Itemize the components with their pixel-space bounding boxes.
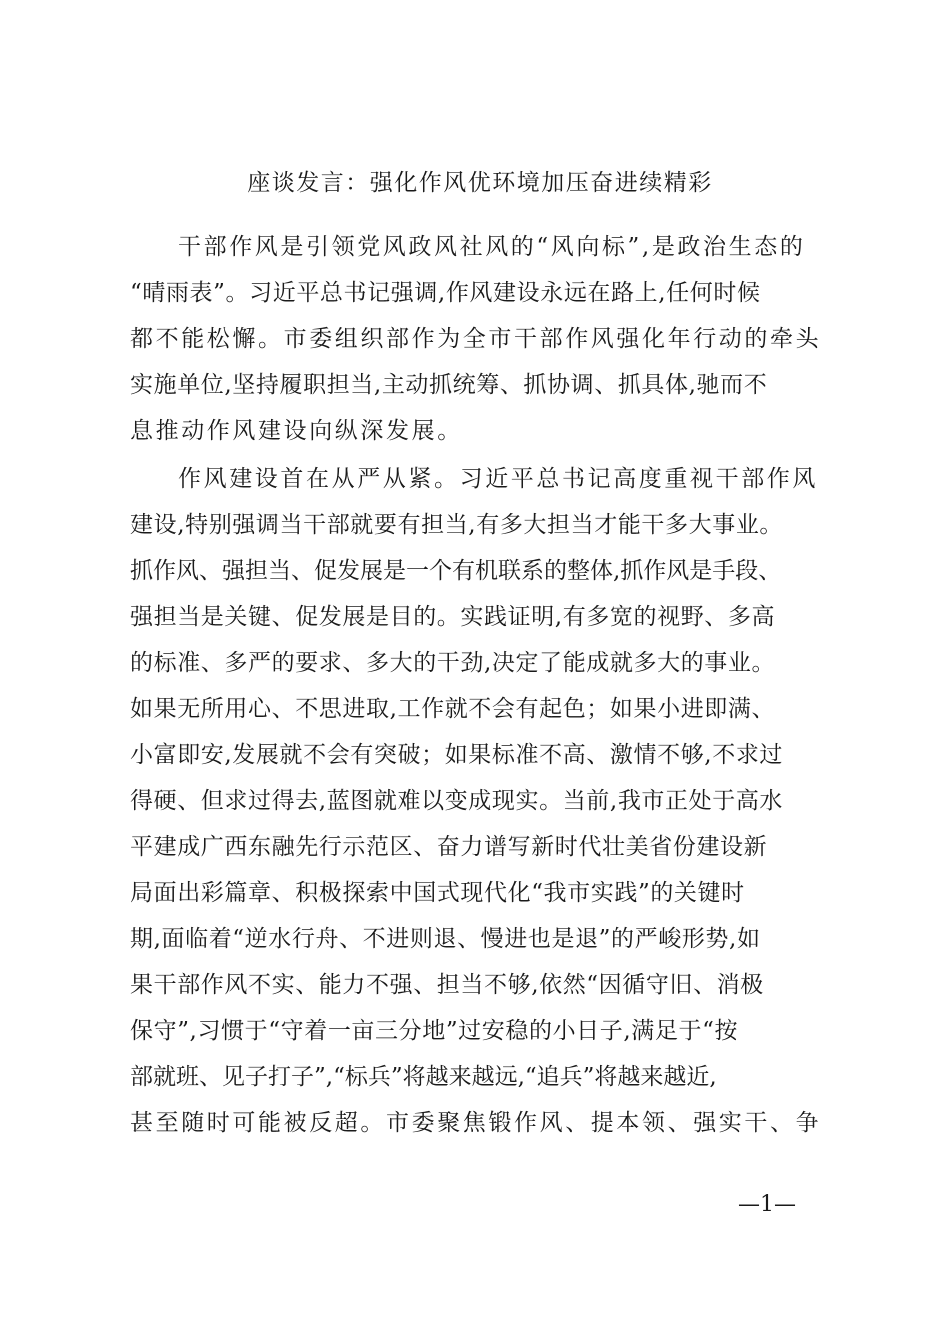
text-line: 部就班、见子打子”,“标兵”将越来越远,“追兵”将越来越近,	[130, 1064, 717, 1090]
text-line: 平建成广西东融先行示范区、奋力谱写新时代壮美省份建设新	[130, 834, 768, 860]
text-line: 作风建设首在从严从紧。习近平总书记高度重视干部作风	[178, 466, 818, 492]
text-line: 小富即安,发展就不会有突破；如果标准不高、激情不够,不求过	[130, 742, 784, 768]
document-title: 座谈发言：强化作风优环境加压奋进续精彩	[247, 170, 713, 196]
text-line: 如果无所用心、不思进取,工作就不会有起色；如果小进即满、	[130, 696, 776, 722]
paragraph-1	[130, 224, 830, 454]
page-number: —1—	[738, 1192, 796, 1217]
text-line: 抓作风、强担当、促发展是一个有机联系的整体,抓作风是手段、	[130, 558, 782, 584]
text-line: 得硬、但求过得去,蓝图就难以变成现实。当前,我市正处于高水	[130, 788, 784, 814]
text-line: 期,面临着“逆水行舟、不进则退、慢进也是退”的严峻形势,如	[130, 926, 761, 952]
text-line: 局面出彩篇章、积极探索中国式现代化“我市实践”的关键时	[130, 880, 745, 906]
text-line: 甚至随时可能被反超。市委聚焦锻作风、提本领、强实干、争	[130, 1110, 822, 1136]
text-line: 干部作风是引领党风政风社风的“风向标”,是政治生态的	[178, 234, 806, 260]
text-line: 实施单位,坚持履职担当,主动抓统筹、抓协调、抓具体,驰而不	[130, 372, 768, 398]
text-line: 果干部作风不实、能力不强、担当不够,依然“因循守旧、消极	[130, 972, 764, 998]
paragraph-2	[130, 456, 830, 1146]
text-line: 建设,特别强调当干部就要有担当,有多大担当才能干多大事业。	[130, 512, 784, 538]
text-line: 都不能松懈。市委组织部作为全市干部作风强化年行动的牵头	[130, 326, 822, 352]
text-line: “晴雨表”。习近平总书记强调,作风建设永远在路上,任何时候	[130, 280, 761, 306]
text-line: 息推动作风建设向纵深发展。	[130, 418, 463, 444]
text-line: 保守”,习惯于“守着一亩三分地”过安稳的小日子,满足于“按	[130, 1018, 739, 1044]
text-line: 强担当是关键、促发展是目的。实践证明,有多宽的视野、多高	[130, 604, 776, 630]
text-line: 的标准、多严的要求、多大的干劲,决定了能成就多大的事业。	[130, 650, 776, 676]
